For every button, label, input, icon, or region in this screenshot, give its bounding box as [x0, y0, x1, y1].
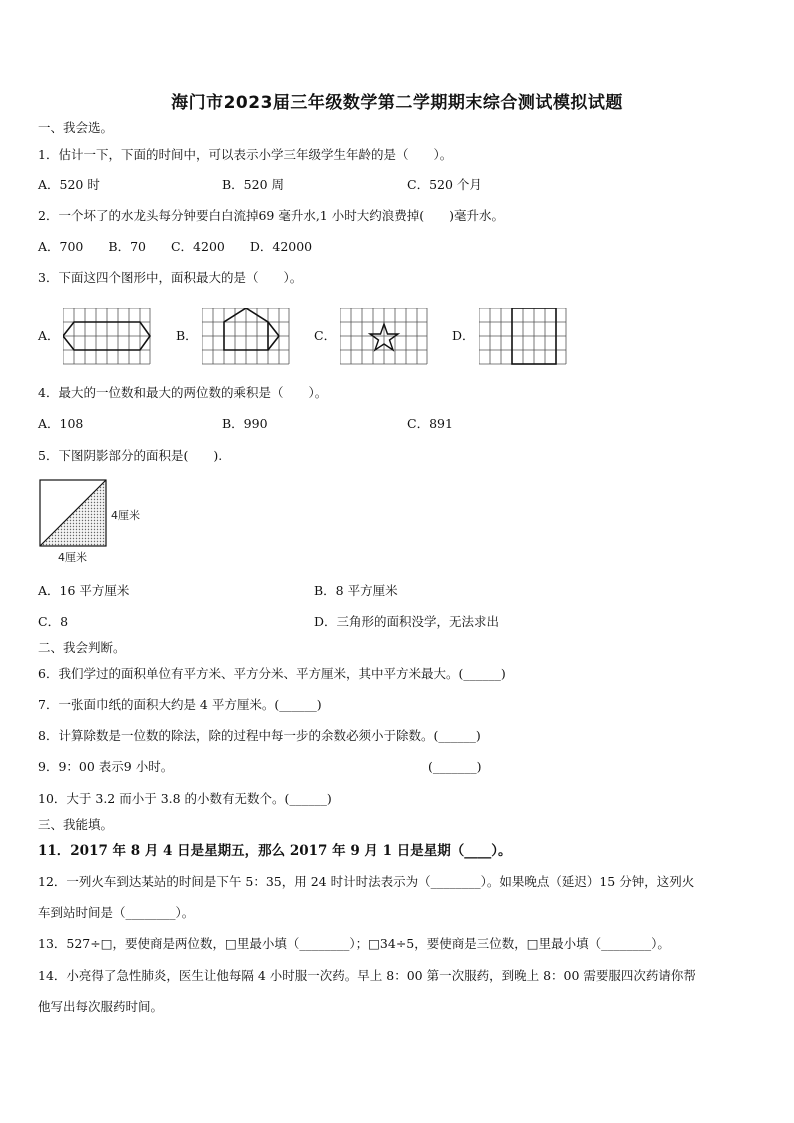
page-title: 海门市2023届三年级数学第二学期期末综合测试模拟试题 — [171, 93, 623, 113]
question-9-blank[interactable]: (_______) — [428, 759, 482, 774]
question-7: 7．一张面巾纸的面积大约是 4 平方厘米。(______) — [38, 697, 322, 712]
question-1-stem: 1．估计一下，下面的时间中，可以表示小学三年级学生年龄的是（ ）。 — [38, 147, 453, 162]
section-heading-2: 二、我会判断。 — [38, 640, 126, 655]
question-3-figure-d — [479, 308, 567, 366]
question-14-line-2: 他写出每次服药时间。 — [38, 999, 164, 1014]
question-1-option-a: A．520 时 — [38, 177, 100, 192]
question-3-option-b-label: B． — [176, 328, 198, 343]
question-3-option-d-label: D． — [452, 328, 475, 343]
question-3-option-a-label: A． — [38, 328, 60, 343]
question-4-option-a: A．108 — [38, 416, 84, 431]
question-6: 6．我们学过的面积单位有平方米、平方分米、平方厘米，其中平方米最大。(______) — [38, 666, 506, 681]
question-13: 13．527÷□，要使商是两位数，□里最小填（________）；□34÷5，要使商是三位数，□里最小填（________）。 — [38, 936, 670, 951]
question-3-stem: 3．下面这四个图形中，面积最大的是（ ）。 — [38, 270, 303, 285]
question-1-option-b: B．520 周 — [222, 177, 285, 192]
question-14-line-1: 14．小亮得了急性肺炎，医生让他每隔 4 小时服一次药。早上 8：00 第一次服药，到晚上 8：00 需要服四次药请你帮 — [38, 968, 696, 983]
question-12-line-2: 车到站时间是（________）。 — [38, 905, 195, 920]
side-length-label-right: 4厘米 — [111, 509, 140, 522]
question-5-figure — [30, 474, 160, 566]
section-heading-3: 三、我能填。 — [38, 817, 114, 832]
question-4-option-c: C．891 — [407, 416, 453, 431]
question-8: 8．计算除数是一位数的除法，除的过程中每一步的余数必须小于除数。(______) — [38, 728, 481, 743]
question-5-option-c: C．8 — [38, 614, 69, 629]
question-5-option-b: B．8 平方厘米 — [314, 583, 398, 598]
question-3-figure-a — [63, 308, 151, 366]
question-12-line-1: 12．一列火车到达某站的时间是下午 5：35，用 24 时计时法表示为（________）。如果晚点（延迟）15 分钟，这列火 — [38, 874, 695, 889]
question-4-option-b: B．990 — [222, 416, 268, 431]
question-4-stem: 4．最大的一位数和最大的两位数的乘积是（ ）。 — [38, 385, 328, 400]
side-length-label-bottom: 4厘米 — [58, 551, 87, 564]
question-1-option-c: C．520 个月 — [407, 177, 482, 192]
question-5-option-d: D．三角形的面积没学，无法求出 — [314, 614, 500, 629]
question-2-options: A．700 B．70 C．4200 D．42000 — [38, 239, 313, 254]
question-3-figure-b — [202, 308, 290, 366]
question-3-figure-c — [340, 308, 428, 366]
question-2-stem: 2．一个坏了的水龙头每分钟要白白流掉69 毫升水,1 小时大约浪费掉( )毫升水。 — [38, 208, 504, 223]
question-5-option-a: A．16 平方厘米 — [38, 583, 130, 598]
question-9-stem: 9．9：00 表示9 小时。 — [38, 759, 174, 774]
question-10: 10．大于 3.2 而小于 3.8 的小数有无数个。(______) — [38, 791, 332, 806]
question-3-option-c-label: C． — [314, 328, 337, 343]
question-5-stem: 5．下图阴影部分的面积是( ). — [38, 448, 223, 463]
question-11: 11．2017 年 8 月 4 日是星期五，那么 2017 年 9 月 1 日是星期（____）。 — [38, 843, 512, 859]
section-heading-1: 一、我会选。 — [38, 120, 114, 135]
